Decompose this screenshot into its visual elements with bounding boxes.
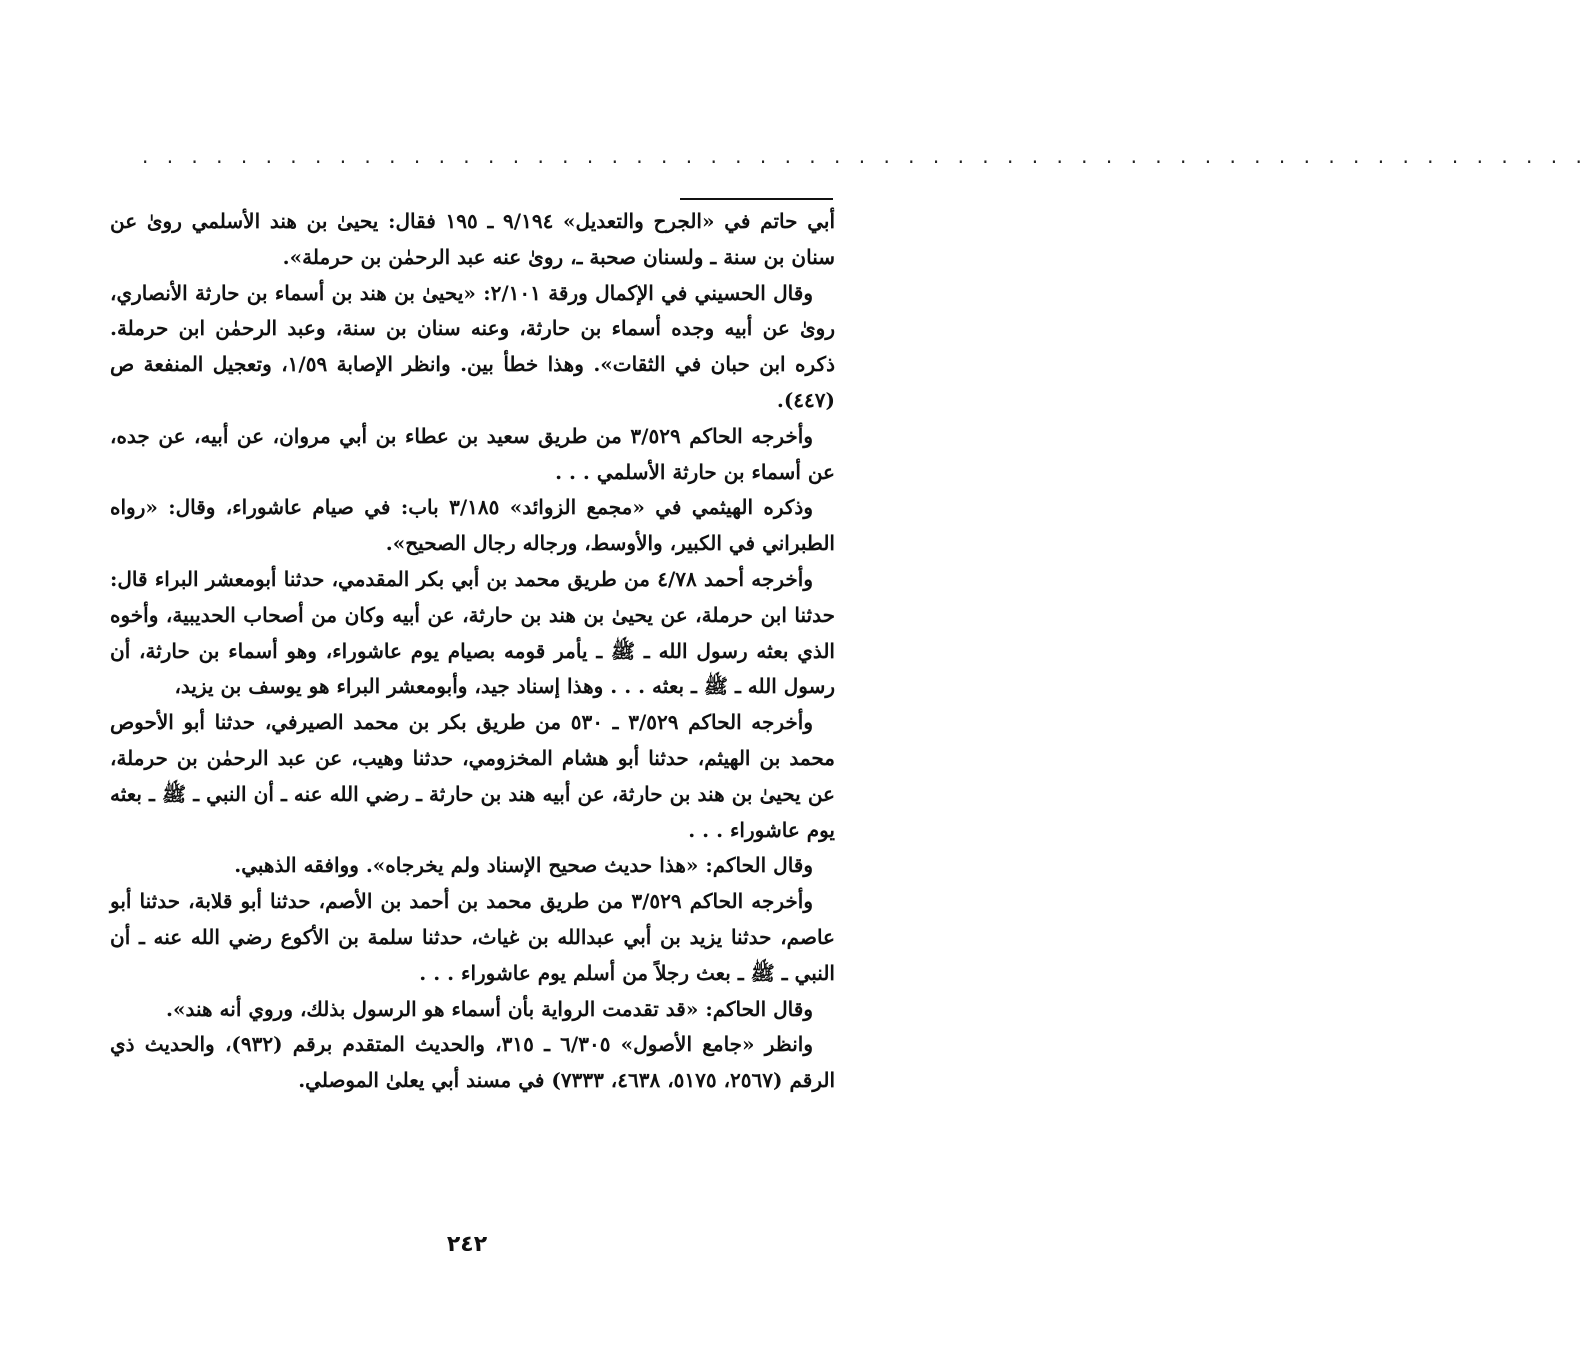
separator-dots: . . . . . . . . . . . . . . . . . . . . . . . . . . . . . . . . . . . . . . . . . . . . . . . . . . . . . . . . . . . bbox=[142, 144, 1588, 168]
footnote-paragraph: وقال الحسيني في الإكمال ورقة ٢/١٠١: «يحيىٰ بن هند بن أسماء بن حارثة الأنصاري، روىٰ عن أبيه وجده أسماء بن حارثة، وعنه سنان بن سنة، وعبد الرحمٰن ابن حرملة. ذكره ابن حبان في الثقات». وهذا خطأ بين. وانظر الإصابة ١/٥٩، وتعجيل المنفعة ص (٤٤٧). bbox=[110, 280, 835, 412]
footnote-paragraph: وذكره الهيثمي في «مجمع الزوائد» ٣/١٨٥ باب: في صيام عاشوراء، وقال: «رواه الطبراني في الكبير، والأوسط، ورجاله رجال الصحيح». bbox=[110, 495, 835, 556]
footnote-paragraph: وقال الحاكم: «هذا حديث صحيح الإسناد ولم يخرجاه». ووافقه الذهبي. bbox=[234, 853, 813, 878]
footnote-paragraph: وأخرجه الحاكم ٣/٥٢٩ ـ ٥٣٠ من طريق بكر بن محمد الصيرفي، حدثنا أبو الأحوص محمد بن الهيثم، حدثنا أبو هشام المخزومي، حدثنا وهيب، عن عبد الرحمٰن بن حرملة، عن يحيىٰ بن هند بن حارثة، عن أبيه هند بن حارثة ـ رضي الله عنه ـ أن النبي ـ ﷺ ـ بعثه يوم عاشوراء . . . bbox=[110, 710, 836, 842]
footnote-paragraph: وأخرجه أحمد ٤/٧٨ من طريق محمد بن أبي بكر المقدمي، حدثنا أبومعشر البراء قال: حدثنا ابن حرملة، عن يحيىٰ بن هند بن حارثة، عن أبيه وكان من أصحاب الحديبية، وأخوه الذي بعثه رسول الله ـ ﷺ ـ يأمر قومه بصيام يوم عاشوراء، وهو أسماء بن حارثة، أن رسول الله ـ ﷺ ـ بعثه . . . وهذا إسناد جيد، وأبومعشر البراء هو يوسف بن يزيد، bbox=[110, 566, 835, 699]
footnote-paragraph: وانظر «جامع الأصول» ٦/٣٠٥ ـ ٣١٥، والحديث المتقدم برقم (٩٣٢)، والحديث ذي الرقم (٢٥٦٧، ٥١٧٥، ٤٦٣٨، ٧٣٣٣) في مسند أبي يعلىٰ الموصلي. bbox=[110, 1032, 835, 1093]
footnote-paragraph: وقال الحاكم: «قد تقدمت الرواية بأن أسماء هو الرسول بذلك، وروي أنه هند». bbox=[166, 996, 813, 1021]
footnote-text bbox=[110, 204, 835, 1099]
footnote-paragraph: وأخرجه الحاكم ٣/٥٢٩ من طريق محمد بن أحمد بن الأصم، حدثنا أبو قلابة، حدثنا أبو عاصم، حدثنا يزيد بن أبي عبدالله بن غياث، حدثنا سلمة بن الأكوع رضي الله عنه ـ أن النبي ـ ﷺ ـ بعث رجلاً من أسلم يوم عاشوراء . . . bbox=[110, 889, 835, 985]
footnote-rule bbox=[680, 198, 833, 200]
footnote-paragraph: أبي حاتم في «الجرح والتعديل» ٩/١٩٤ ـ ١٩٥ فقال: يحيىٰ بن هند الأسلمي روىٰ عن سنان بن سنة ـ ولسنان صحبة ـ، روىٰ عنه عبد الرحمٰن بن حرملة». bbox=[110, 209, 835, 269]
footnote-paragraph: وأخرجه الحاكم ٣/٥٢٩ من طريق سعيد بن عطاء بن أبي مروان، عن أبيه، عن جده، عن أسماء بن حارثة الأسلمي . . . bbox=[110, 423, 835, 484]
page-number: ٢٤٢ bbox=[446, 1232, 488, 1257]
